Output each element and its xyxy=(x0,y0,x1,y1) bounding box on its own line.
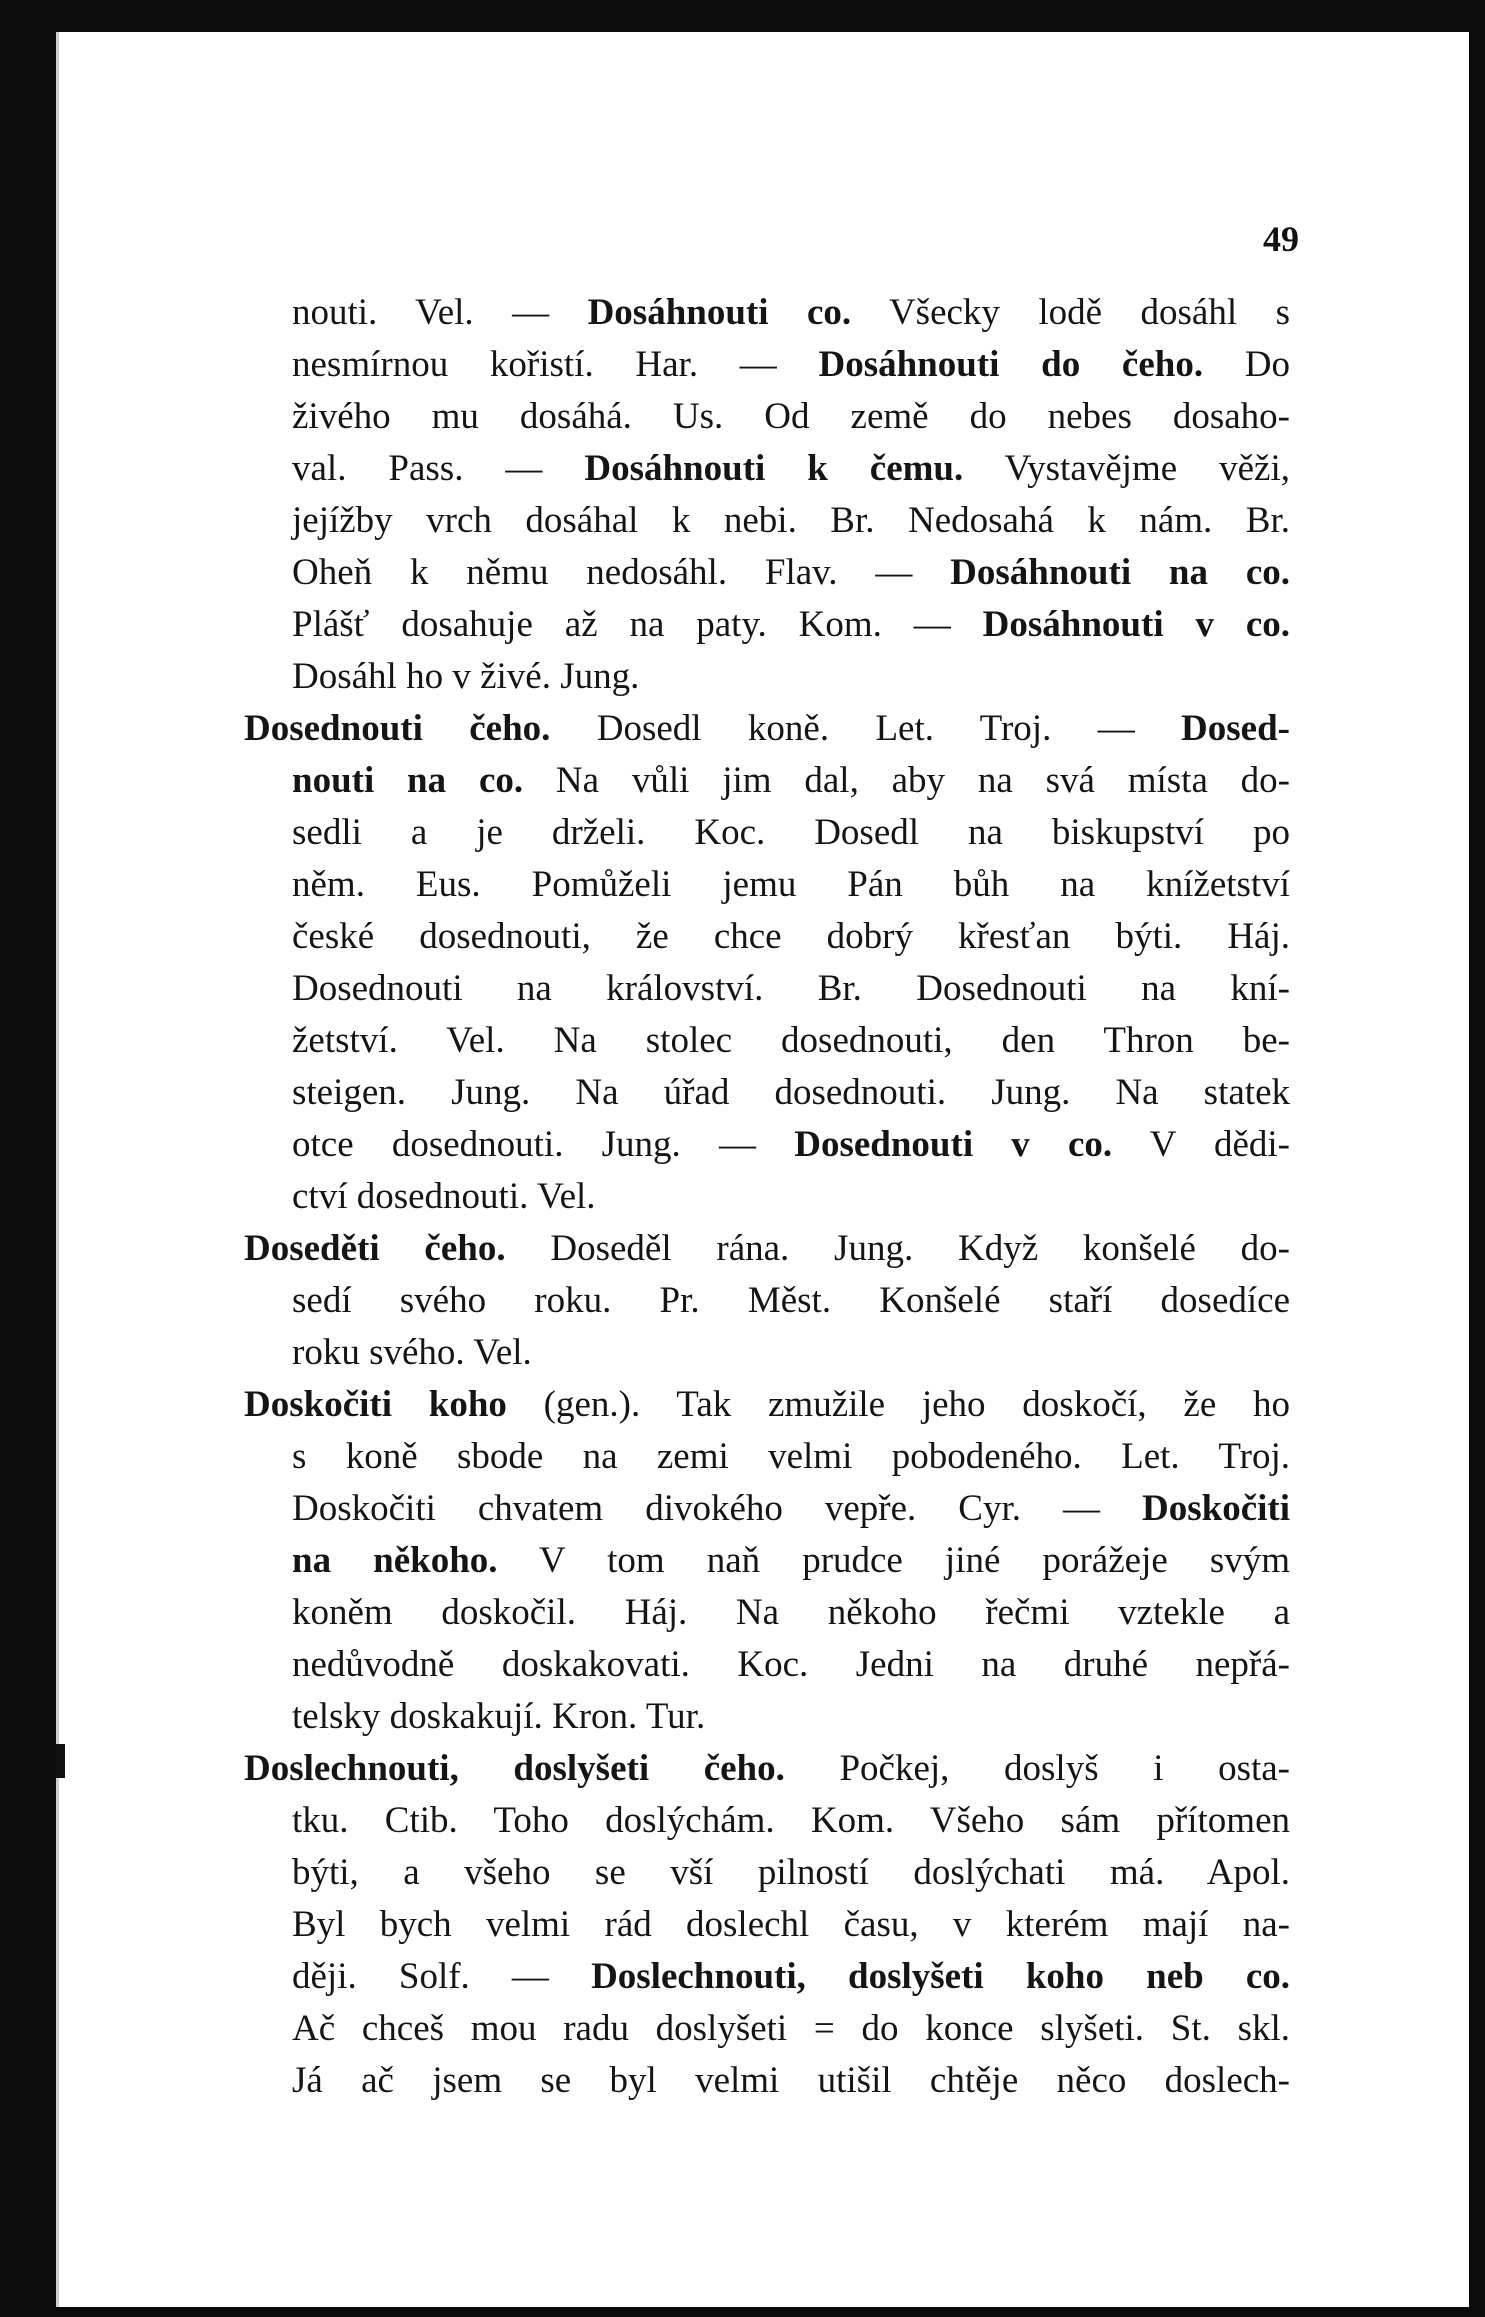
text-run: Oheň k němu nedosáhl. Flav. — xyxy=(292,552,951,593)
page-number: 49 xyxy=(1263,219,1299,259)
text-run: roku svého. Vel. xyxy=(292,1332,532,1373)
text-line xyxy=(244,703,1290,755)
text-run: ctví dosednouti. Vel. xyxy=(292,1176,596,1217)
headword: Dosed- xyxy=(1181,708,1290,749)
text-run: Plášť dosahuje až na paty. Kom. — xyxy=(292,604,983,645)
text-line xyxy=(244,1587,1290,1639)
text-run: sedí svého roku. Pr. Měst. Konšelé staří dosedíce xyxy=(292,1280,1290,1321)
headword: Doseděti čeho. xyxy=(244,1228,506,1269)
text-line xyxy=(244,807,1290,859)
text-line xyxy=(244,599,1290,651)
text-run: Dosednouti na království. Br. Dosednouti na kní- xyxy=(292,968,1290,1009)
text-line xyxy=(244,1275,1290,1327)
headword: Dosáhnouti na co. xyxy=(950,552,1290,593)
text-line xyxy=(244,2003,1290,2055)
text-line xyxy=(244,859,1290,911)
margin-mark xyxy=(56,1744,65,1778)
text-run: otce dosednouti. Jung. — xyxy=(292,1124,795,1165)
text-run: něm. Eus. Pomůželi jemu Pán bůh na knížetství xyxy=(292,864,1290,905)
text-line xyxy=(244,963,1290,1015)
text-line xyxy=(244,911,1290,963)
text-run: Všecky lodě dosáhl s xyxy=(851,292,1290,333)
dictionary-text xyxy=(244,287,1290,2107)
text-line xyxy=(244,495,1290,547)
text-run: tku. Ctib. Toho doslýchám. Kom. Všeho sám přítomen xyxy=(292,1800,1290,1841)
text-run: Na vůli jim dal, aby na svá místa do- xyxy=(523,760,1290,801)
text-run: Doskočiti chvatem divokého vepře. Cyr. — xyxy=(292,1488,1142,1529)
headword: Dosáhnouti do čeho. xyxy=(818,344,1204,385)
text-line xyxy=(244,1743,1290,1795)
text-line xyxy=(244,1899,1290,1951)
headword: nouti na co. xyxy=(292,760,524,801)
text-run: sedli a je drželi. Koc. Dosedl na biskupství po xyxy=(292,812,1290,853)
text-line xyxy=(244,391,1290,443)
text-run: nesmírnou kořistí. Har. — xyxy=(292,344,819,385)
text-line xyxy=(244,1483,1290,1535)
text-line xyxy=(244,755,1290,807)
text-line xyxy=(244,547,1290,599)
text-run: Ač chceš mou radu doslyšeti = do konce slyšeti. St. skl. xyxy=(292,2008,1290,2049)
text-run: Já ač jsem se byl velmi utišil chtěje něco doslech- xyxy=(292,2060,1290,2101)
book-page xyxy=(56,32,1469,2307)
text-line xyxy=(244,1847,1290,1899)
headword: Dosáhnouti v co. xyxy=(982,604,1290,645)
text-run: jejížby vrch dosáhal k nebi. Br. Nedosahá k nám. Br. xyxy=(292,500,1290,541)
headword: Dosáhnouti k čemu. xyxy=(584,448,964,489)
text-line xyxy=(244,1067,1290,1119)
text-line xyxy=(244,1951,1290,2003)
text-run: nouti. Vel. — xyxy=(292,292,588,333)
text-run: s koně sbode na zemi velmi pobodeného. Let. Troj. xyxy=(292,1436,1290,1477)
text-run: Doseděl rána. Jung. Když konšelé do- xyxy=(505,1228,1290,1269)
text-line xyxy=(244,651,1290,703)
text-line xyxy=(244,443,1290,495)
headword: na někoho. xyxy=(292,1540,498,1581)
text-line xyxy=(244,1015,1290,1067)
text-run: býti, a všeho se vší pilností doslýchati má. Apol. xyxy=(292,1852,1290,1893)
text-run: (gen.). Tak zmužile jeho doskočí, že ho xyxy=(506,1384,1290,1425)
text-line xyxy=(244,1379,1290,1431)
text-line xyxy=(244,1639,1290,1691)
text-run: Počkej, doslyš i osta- xyxy=(784,1748,1290,1789)
text-line xyxy=(244,1691,1290,1743)
text-run: Vystavějme věži, xyxy=(963,448,1290,489)
text-line xyxy=(244,1119,1290,1171)
text-line xyxy=(244,1431,1290,1483)
headword: Dosednouti v co. xyxy=(794,1124,1113,1165)
text-run: Dosedl koně. Let. Troj. — xyxy=(550,708,1182,749)
text-run: Do xyxy=(1203,344,1291,385)
text-run: Dosáhl ho v živé. Jung. xyxy=(292,656,640,697)
text-run: české dosednouti, že chce dobrý křesťan býti. Háj. xyxy=(292,916,1290,957)
text-run: ději. Solf. — xyxy=(292,1956,592,1997)
headword: Doskočiti koho xyxy=(244,1384,507,1425)
text-line xyxy=(244,1327,1290,1379)
text-run: V dědi- xyxy=(1112,1124,1290,1165)
text-line xyxy=(244,1223,1290,1275)
text-run: val. Pass. — xyxy=(292,448,585,489)
headword: Dosednouti čeho. xyxy=(244,708,551,749)
headword: Doslechnouti, doslyšeti čeho. xyxy=(244,1748,785,1789)
text-run: živého mu dosáhá. Us. Od země do nebes dosaho- xyxy=(292,396,1290,437)
text-run: V tom naň prudce jiné porážeje svým xyxy=(497,1540,1291,1581)
text-run: telsky doskakují. Kron. Tur. xyxy=(292,1696,706,1737)
text-line xyxy=(244,287,1290,339)
headword: Doskočiti xyxy=(1142,1488,1290,1529)
text-run: nedůvodně doskakovati. Koc. Jedni na druhé nepřá- xyxy=(292,1644,1290,1685)
text-line xyxy=(244,1795,1290,1847)
headword: Dosáhnouti co. xyxy=(587,292,852,333)
text-run: žetství. Vel. Na stolec dosednouti, den Thron be- xyxy=(292,1020,1290,1061)
text-run: steigen. Jung. Na úřad dosednouti. Jung. Na statek xyxy=(292,1072,1290,1113)
text-run: Byl bych velmi rád doslechl času, v kterém mají na- xyxy=(292,1904,1290,1945)
text-run: koněm doskočil. Háj. Na někoho řečmi vztekle a xyxy=(292,1592,1290,1633)
text-line xyxy=(244,1535,1290,1587)
headword: Doslechnouti, doslyšeti koho neb co. xyxy=(591,1956,1290,1997)
text-line xyxy=(244,339,1290,391)
text-line xyxy=(244,1171,1290,1223)
page-fold-edge xyxy=(56,32,59,2307)
text-line xyxy=(244,2055,1290,2107)
